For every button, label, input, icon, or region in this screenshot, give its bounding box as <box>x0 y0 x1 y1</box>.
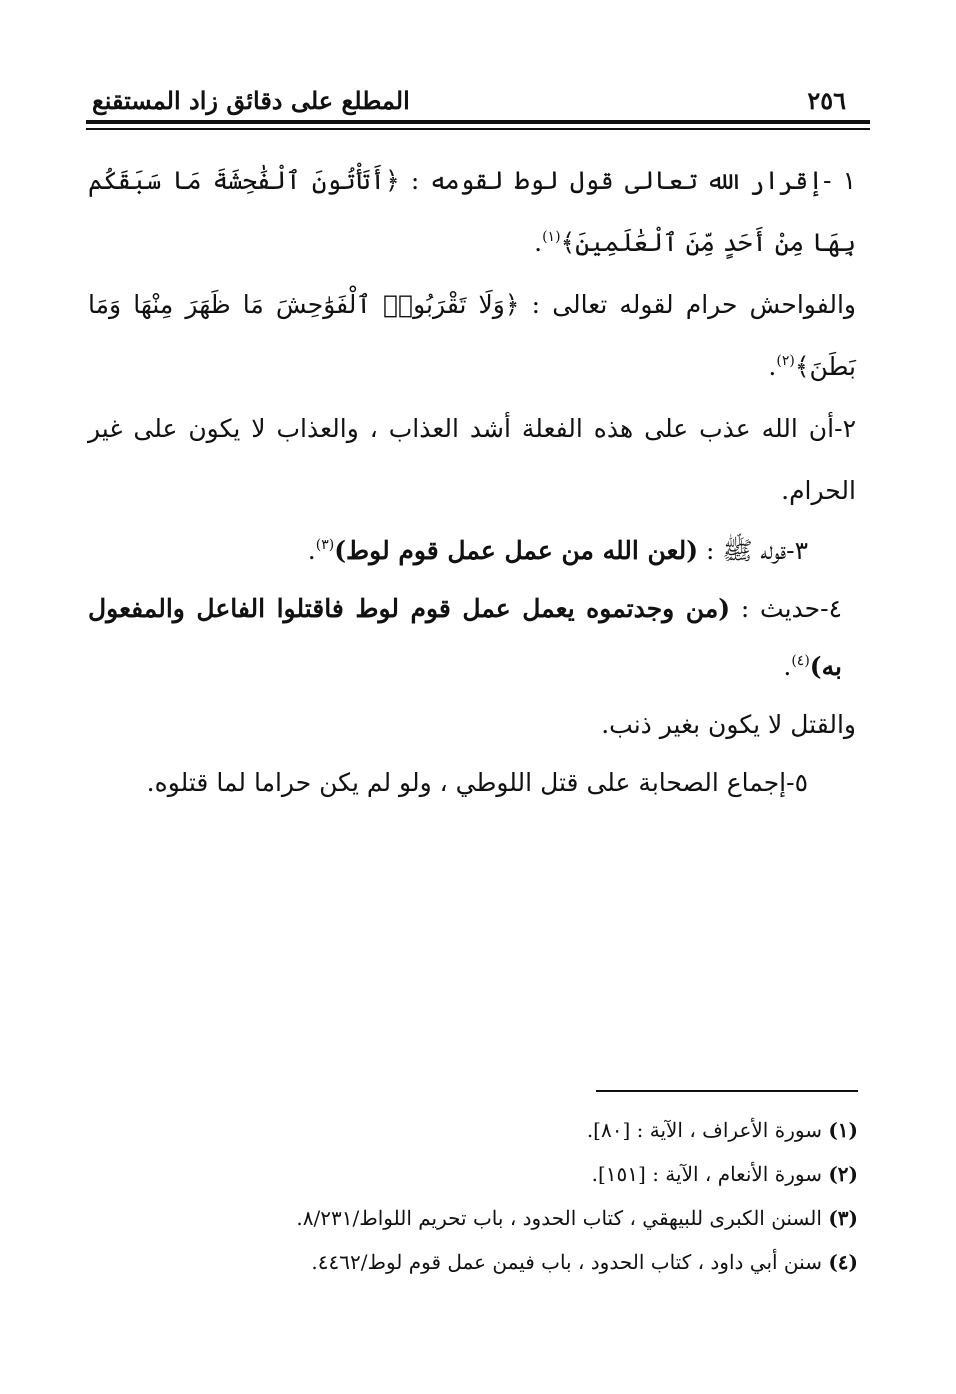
footnote-4 <box>158 1240 858 1284</box>
footnote-3-number: (٣) <box>828 1206 858 1230</box>
footnote-1 <box>158 1108 858 1152</box>
paragraph-3: ٢-أن الله عذب على هذه الفعلة أشد العذاب ، والعذاب لا يكون على غير الحرام. <box>88 414 856 505</box>
running-header <box>88 86 868 116</box>
footnote-ref-2: (٢) <box>776 353 795 369</box>
footnote-2-text: سورة الأنعام ، الآية : [١٥١]. <box>591 1162 822 1186</box>
footnote-2 <box>158 1152 858 1196</box>
hadith-1: (لعن الله من عمل عمل قوم لوط) <box>334 536 699 565</box>
footnote-2-number: (٢) <box>828 1162 858 1186</box>
footnote-ref-3: (٣) <box>315 537 335 553</box>
main-text <box>88 150 856 812</box>
paragraph-1: ١ -إقرار الله تعالى قول لوط لقومه : ﴿أَتَأْتُونَ ٱلْفَٰحِشَةَ مَا سَبَقَكُم بِهَا مِنْ أَحَدٍ مِّنَ ٱلْعَٰلَمِينَ﴾$^{(١)}$. <box>88 166 856 257</box>
paragraph-1-text: ١ -إقرار الله تعالى قول لوط لقومه : <box>399 166 856 195</box>
footnote-1-text: سورة الأعراف ، الآية : [٨٠]. <box>586 1118 822 1142</box>
footnote-ref-4: (٤) <box>791 653 810 669</box>
page-number: ٢٥٦ <box>807 86 846 115</box>
paragraph-4-prefix: ٣-قوله ﷺ : <box>698 536 808 565</box>
book-title: المطلع على دقائق زاد المستقنع <box>92 86 410 115</box>
paragraph-5-prefix: ٤-حديث : <box>730 594 842 623</box>
paragraph-4: ٣-قوله ﷺ : (لعن الله من عمل عمل قوم لوط)$^{(٣)}$. <box>307 536 808 565</box>
footnote-3-text: السنن الكبرى للبيهقي ، كتاب الحدود ، باب تحريم اللواط/٨/٢٣١. <box>296 1206 822 1230</box>
footnote-3 <box>158 1196 858 1240</box>
footnote-4-text: سنن أبي داود ، كتاب الحدود ، باب فيمن عمل قوم لوط/٤٤٦٢. <box>311 1250 822 1274</box>
footnote-ref-1: (١) <box>542 229 561 245</box>
footnote-separator <box>596 1090 858 1092</box>
paragraph-6: والقتل لا يكون بغير ذنب. <box>601 710 856 739</box>
paragraph-5: ٤-حديث : (من وجدتموه يعمل عمل قوم لوط فاقتلوا الفاعل والمفعول به)$^{(٤)}$. <box>88 594 842 681</box>
paragraph-2-text: والفواحش حرام لقوله تعالى : <box>519 290 856 319</box>
footnotes <box>158 1108 858 1284</box>
quran-verse-1: ﴿أَتَأْتُونَ ٱلْفَٰحِشَةَ مَا سَبَقَكُم بِهَا مِنْ أَحَدٍ مِّنَ ٱلْعَٰلَمِينَ﴾ <box>88 166 856 257</box>
footnote-1-number: (١) <box>828 1118 858 1142</box>
hadith-2: (من وجدتموه يعمل عمل قوم لوط فاقتلوا الفاعل والمفعول به) <box>88 594 842 681</box>
footnote-4-number: (٤) <box>828 1250 858 1274</box>
quran-verse-2: ﴿وَلَا تَقْرَبُوا۟ ٱلْفَوَٰحِشَ مَا ظَهَرَ مِنْهَا وَمَا بَطَنَ﴾ <box>88 290 856 381</box>
paragraph-2: والفواحش حرام لقوله تعالى : ﴿وَلَا تَقْرَبُوا۟ ٱلْفَوَٰحِشَ مَا ظَهَرَ مِنْهَا وَمَا بَطَنَ﴾$^{(٢)}$. <box>88 290 856 381</box>
paragraph-7: ٥-إجماع الصحابة على قتل اللوطي ، ولو لم يكن حراما لما قتلوه. <box>146 768 808 797</box>
header-rule-thin <box>86 128 870 130</box>
header-rule-thick <box>86 120 870 124</box>
